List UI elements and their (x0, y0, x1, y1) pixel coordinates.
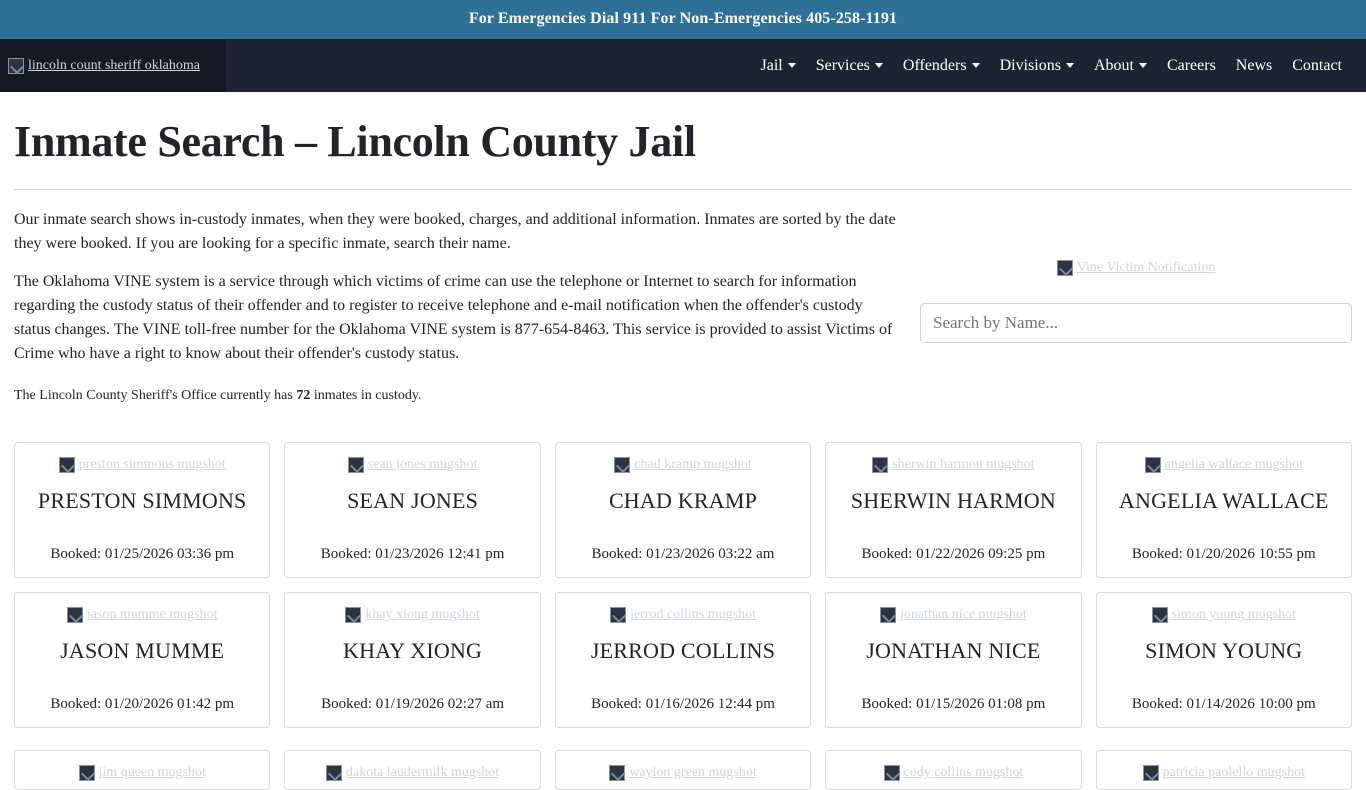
emergency-banner (0, 0, 1366, 39)
nav-item-label: News (1235, 56, 1273, 74)
broken-image-icon (1143, 765, 1159, 781)
mugshot-alt-text: preston simmons mugshot (78, 457, 226, 472)
inmate-card[interactable] (1096, 442, 1352, 578)
inmate-card[interactable] (825, 442, 1081, 578)
inmate-card[interactable] (1096, 750, 1352, 790)
mugshot-alt-text: dakota laudermilk mugshot (345, 765, 500, 780)
inmate-card[interactable] (555, 592, 811, 728)
inmate-card[interactable] (825, 750, 1081, 790)
inmate-booked-date: Booked: 01/22/2026 09:25 pm (861, 546, 1046, 562)
inmate-card[interactable] (825, 592, 1081, 728)
inmate-thumbnail[interactable] (564, 455, 802, 475)
inmate-thumbnail[interactable] (293, 763, 531, 783)
page-title: Inmate Search – Lincoln County Jail (14, 117, 696, 166)
inmate-grid-partial-row (14, 750, 1352, 790)
nav-item-label: About (1093, 56, 1134, 74)
chevron-down-icon (788, 63, 796, 68)
broken-image-icon (59, 457, 75, 473)
inmate-thumbnail[interactable] (293, 455, 531, 475)
mugshot-broken-image-icon (59, 457, 226, 473)
inmate-booked-date: Booked: 01/23/2026 12:41 pm (320, 546, 505, 562)
broken-image-icon (1152, 607, 1168, 623)
inmate-name: ANGELIA WALLACE (1118, 488, 1329, 513)
nav-item-label: Jail (760, 56, 783, 74)
mugshot-broken-image-icon (345, 607, 479, 623)
vine-image-alt-text: Vine Victim Notification (1076, 260, 1216, 275)
mugshot-alt-text: patricia paolello mugshot (1162, 765, 1305, 780)
mugshot-broken-image-icon (880, 607, 1027, 623)
search-input[interactable] (920, 303, 1352, 343)
custody-count-line (14, 386, 900, 406)
site-logo[interactable] (0, 39, 226, 92)
nav-item-label: Divisions (999, 56, 1061, 74)
inmate-thumbnail[interactable] (1105, 763, 1343, 783)
inmate-thumbnail[interactable] (1105, 605, 1343, 625)
page-content (0, 116, 1366, 790)
inmate-card[interactable] (284, 592, 540, 728)
emergency-banner-text: For Emergencies Dial 911 For Non-Emergencies 405-258-1191 (468, 10, 898, 27)
inmate-thumbnail[interactable] (1105, 455, 1343, 475)
inmate-card[interactable] (555, 442, 811, 578)
mugshot-alt-text: cody collins mugshot (903, 765, 1024, 780)
inmate-thumbnail[interactable] (23, 455, 261, 475)
inmate-name: JONATHAN NICE (866, 638, 1041, 663)
inmate-thumbnail[interactable] (293, 605, 531, 625)
custody-count: 72 (296, 388, 311, 403)
main-navbar (0, 39, 1366, 92)
intro-paragraph-1: Our inmate search shows in-custody inmates, when they were booked, charges, and additional information. Inmates are sorted by the date they were booked. If you are looking for a specific inmate, search their name. (14, 211, 896, 252)
inmate-thumbnail[interactable] (564, 763, 802, 783)
logo-alt-text: lincoln count sheriff oklahoma (28, 57, 200, 73)
inmate-name: JASON MUMME (60, 638, 225, 663)
mugshot-alt-text: jerrod collins mugshot (629, 607, 756, 622)
broken-image-icon (8, 58, 24, 74)
nav-item-offenders[interactable] (893, 49, 990, 83)
inmate-name: SEAN JONES (347, 488, 479, 513)
search-column (920, 208, 1352, 343)
broken-image-icon (1057, 260, 1073, 276)
mugshot-broken-image-icon (1152, 607, 1296, 623)
broken-image-icon (614, 457, 630, 473)
inmate-card[interactable] (14, 592, 270, 728)
inmate-card[interactable] (1096, 592, 1352, 728)
inmate-name: SHERWIN HARMON (850, 488, 1056, 513)
inmate-booked-date: Booked: 01/15/2026 01:08 pm (861, 696, 1046, 712)
chevron-down-icon (1066, 63, 1074, 68)
inmate-booked-date: Booked: 01/25/2026 03:36 pm (50, 546, 235, 562)
chevron-down-icon (972, 63, 980, 68)
nav-item-label: Careers (1166, 56, 1216, 74)
inmate-thumbnail[interactable] (834, 455, 1072, 475)
inmate-booked-date: Booked: 01/23/2026 03:22 am (591, 546, 775, 562)
mugshot-broken-image-icon (610, 607, 756, 623)
inmate-card[interactable] (14, 750, 270, 790)
nav-item-label: Offenders (902, 56, 967, 74)
custody-suffix: inmates in custody. (310, 388, 422, 403)
mugshot-alt-text: waylon green mugshot (629, 765, 757, 780)
nav-item-label: Services (815, 56, 870, 74)
inmate-booked-date: Booked: 01/19/2026 02:27 am (321, 696, 505, 712)
intro-text-column (14, 208, 900, 420)
broken-image-icon (880, 607, 896, 623)
nav-item-about[interactable] (1084, 49, 1157, 83)
broken-image-icon (348, 457, 364, 473)
inmate-thumbnail[interactable] (834, 763, 1072, 783)
inmate-grid (14, 442, 1352, 728)
chevron-down-icon (875, 63, 883, 68)
mugshot-broken-image-icon (67, 607, 218, 623)
intro-section (14, 208, 1352, 420)
mugshot-broken-image-icon (609, 765, 757, 781)
inmate-booked-date: Booked: 01/20/2026 01:42 pm (50, 696, 235, 712)
broken-image-icon (610, 607, 626, 623)
inmate-name: JERROD COLLINS (590, 638, 776, 663)
inmate-thumbnail[interactable] (834, 605, 1072, 625)
inmate-thumbnail[interactable] (23, 605, 261, 625)
mugshot-alt-text: chad kramp mugshot (634, 457, 752, 472)
mugshot-broken-image-icon (348, 457, 478, 473)
mugshot-broken-image-icon (614, 457, 751, 473)
broken-image-icon (1145, 457, 1161, 473)
mugshot-alt-text: khay xiong mugshot (365, 607, 480, 622)
intro-paragraph-2: The Oklahoma VINE system is a service through which victims of crime can use the telephone or Internet to search for information regarding the custody status of their offender and to register to receive telephone and e-mail notification when the offender's custody status changes. The VINE toll-free number for the Oklahoma VINE system is 877-654-8463. This service is provided to assist Victims of Crime who have a right to know about their offender's custody status. (14, 273, 893, 362)
mugshot-broken-image-icon (1143, 765, 1305, 781)
custody-prefix: The Lincoln County Sheriff's Office currently has (14, 388, 297, 403)
inmate-card[interactable] (14, 442, 270, 578)
mugshot-alt-text: jason mumme mugshot (86, 607, 218, 622)
mugshot-broken-image-icon (872, 457, 1034, 473)
broken-image-icon (872, 457, 888, 473)
broken-image-icon (345, 607, 361, 623)
nav-item-contact[interactable] (1282, 49, 1352, 83)
inmate-card[interactable] (555, 750, 811, 790)
inmate-booked-date: Booked: 01/20/2026 10:55 pm (1131, 546, 1316, 562)
nav-item-label: Contact (1292, 56, 1342, 74)
nav-item-careers[interactable] (1157, 49, 1226, 83)
logo-broken-image-icon (8, 58, 200, 74)
vine-victim-notification-link[interactable] (1057, 260, 1216, 276)
inmate-name: KHAY XIONG (343, 638, 483, 663)
inmate-booked-date: Booked: 01/14/2026 10:00 pm (1131, 696, 1316, 712)
nav-links (750, 49, 1352, 83)
nav-item-jail[interactable] (750, 49, 805, 83)
inmate-name: PRESTON SIMMONS (37, 488, 247, 513)
nav-item-services[interactable] (806, 49, 893, 83)
inmate-name: CHAD KRAMP (608, 488, 758, 513)
mugshot-alt-text: angelia wallace mugshot (1164, 457, 1303, 472)
inmate-name: SIMON YOUNG (1145, 638, 1303, 663)
inmate-card[interactable] (284, 442, 540, 578)
mugshot-broken-image-icon (1145, 457, 1303, 473)
mugshot-broken-image-icon (884, 765, 1024, 781)
mugshot-broken-image-icon (79, 765, 206, 781)
broken-image-icon (609, 765, 625, 781)
mugshot-alt-text: jim queen mugshot (98, 765, 206, 780)
broken-image-icon (79, 765, 95, 781)
mugshot-alt-text: sherwin harmon mugshot (892, 457, 1035, 472)
broken-image-icon (67, 607, 83, 623)
title-divider (14, 189, 1352, 190)
broken-image-icon (884, 765, 900, 781)
chevron-down-icon (1139, 63, 1147, 68)
inmate-booked-date: Booked: 01/16/2026 12:44 pm (591, 696, 775, 712)
mugshot-alt-text: sean jones mugshot (367, 457, 478, 472)
mugshot-alt-text: simon young mugshot (1171, 607, 1297, 622)
mugshot-alt-text: jonathan nice mugshot (900, 607, 1027, 622)
broken-image-icon (326, 765, 342, 781)
nav-item-divisions[interactable] (990, 49, 1084, 83)
nav-item-news[interactable] (1226, 49, 1282, 83)
inmate-thumbnail[interactable] (23, 763, 261, 783)
mugshot-broken-image-icon (326, 765, 499, 781)
inmate-thumbnail[interactable] (564, 605, 802, 625)
inmate-card[interactable] (284, 750, 540, 790)
